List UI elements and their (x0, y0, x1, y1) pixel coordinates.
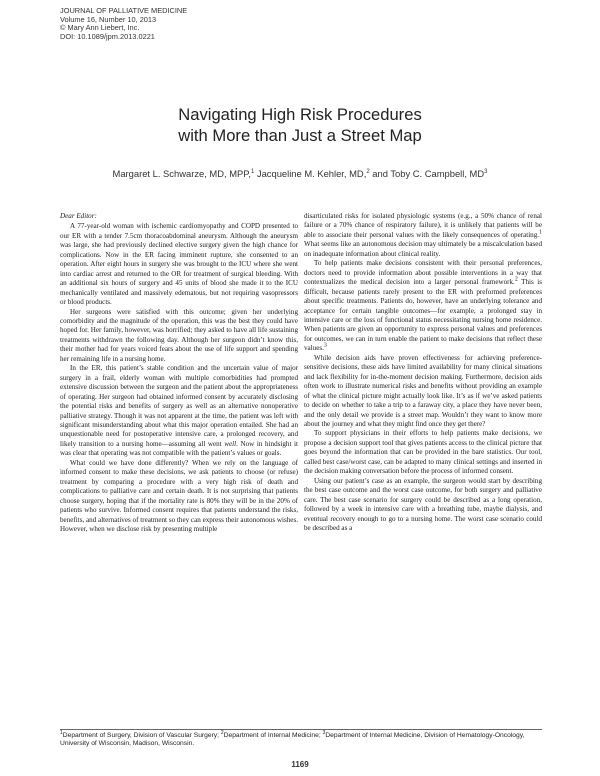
text-run: . Now in hindsight it was clear that operating was not compatible with the patient’s values or goals. (60, 439, 298, 458)
title-line-2: with More than Just a Street Map (178, 126, 422, 145)
salutation: Dear Editor: (60, 212, 97, 220)
paragraph: What could we have done differently? When we rely on the language of informed consent to make these decisions, we ask patients to choose (or refuse) treatment by comparing a procedure with a very high risk of death and complications to palliative care and certain death. It is not surprising that patients choose surgery, hoping that if the mortality rate is 80% they will be in the 20% of patients who survive. Informed consent requires that patients understand the risks, benefits, and alternatives of treatment so they can express their autonomous wishes. However, when we disclose risk by presenting multiple (60, 458, 298, 533)
left-column (60, 212, 298, 534)
author-2: Jacqueline M. Kehler, MD, (254, 168, 367, 179)
author-list (0, 168, 600, 179)
affiliation-marker: 1 (60, 729, 63, 736)
text-run: To help patients make decisions consistent with their personal preferences, doctors need to provide information about possible interventions in a way that contextualizes the medical decision into a larger personal framework. (304, 259, 542, 287)
right-column (304, 212, 542, 533)
page-number: 1169 (291, 760, 309, 769)
affiliation-text: Department of Internal Medicine; (223, 732, 323, 739)
affiliations-footnote (60, 729, 542, 749)
author-3-affiliation: 3 (484, 168, 488, 175)
doi-line: DOI: 10.1089/jpm.2013.0221 (60, 31, 155, 41)
author-1-affiliation: 1 (250, 168, 255, 175)
journal-name: JOURNAL OF PALLIATIVE MEDICINE (60, 6, 188, 15)
copyright-line: © Mary Ann Liebert, Inc. (60, 23, 140, 33)
affiliation-marker: 2 (220, 729, 224, 736)
title-line-1: Navigating High Risk Procedures (178, 105, 422, 124)
paragraph (304, 259, 542, 354)
paragraph: While decision aids have proven effectiveness for achieving preference-sensitive decisions, these aids have limited availability for many clinical situations and lack flexibility for in-the-moment decision making. Furthermore, decision aids often work to illustrate numerical risks and benefits without providing an example of what the clinical picture might actually look like. It’s as if we’ve asked patients to decide on whether to take a trip to a faraway city, a place they have never been, and the only detail we provide is a street map. Wouldn’t they want to know more about the journey and what they might find once they get there? (304, 353, 542, 428)
text-run: In the ER, this patient’s stable condition and the uncertain value of major surgery in a frail, elderly woman with multiple comorbidities had prompted extensive discussion between the surgeon and the patient about the appropriateness of operating. Her surgeon had obtained informed consent by accurately disclosing the potential risks and benefits of surgery as well as an alternative nonoperative palliative strategy. Though it was not apparent at the time, the patient was left with significant misunderstanding about what this major operation entailed. She had an unquestionable need for postoperative intensive care, a prolonged recovery, and likely transition to a nursing home—assuming all went (60, 364, 298, 448)
paragraph: Her surgeons were satisfied with this outcome; given her underlying comorbidity and the magnitude of the operation, this was the best they could have hoped for. Her family, however, was horrified; they asked to have all life sustaining treatments withdrawn the following day. Although her surgeon didn’t know this, their mother had for years voiced fears about the use of life support and spending her remaining life in a nursing home. (60, 307, 298, 363)
reference-marker: 3 (323, 342, 327, 349)
emphasis: well (224, 439, 237, 448)
paragraph (304, 212, 542, 259)
text-run: disarticulated risks for isolated physiologic systems (e.g., a 50% chance of renal failure or a 70% chance of respiratory failure), it is unlikely that patients will be able to associate their personal values with the likely consequences of operating. (304, 212, 542, 239)
reference-marker: 1 (539, 229, 542, 236)
article-title (0, 104, 600, 146)
affiliation-text: Department of Surgery, Division of Vascular Surgery; (62, 732, 221, 739)
text-run: This is difficult, because patients rarely present to the ER with preformed preferences about specific treatments. Patients do, however, have an underlying tolerance and acceptance for certain tangible outcomes—for example, a prolonged stay in intensive care or the loss of functional status necessitating nursing home residence. When patients are given an opportunity to express personal values and preferences for outcomes, we can in turn enable the patient to make decisions that reflect these values. (304, 278, 542, 353)
author-1: Margaret L. Schwarze, MD, MPP, (112, 168, 251, 179)
journal-header (60, 7, 187, 41)
footnote-divider (60, 729, 542, 730)
author-3: and Toby C. Campbell, MD (369, 168, 485, 179)
paragraph: A 77-year-old woman with ischemic cardiomyopathy and COPD presented to our ER with a tender 7.5cm thoracoabdominal aneurysm. Although the aneurysm was large, she had previously declined elective surgery given the high chance for complications. Now in the ER facing imminent rupture, she consented to an operation. After eight hours in surgery she was brought to the ICU where she went into cardiac arrest and returned to the OR for treatment of surgical bleeding. With an additional six hours of surgery and 45 units of blood she made it to the ICU mechanically ventilated and massively edematous, but not requiring vasopressors or blood products. (60, 222, 298, 307)
affiliation-text: Department of Internal Medicine, Division of Hematology-Oncology, University of Wisconsin, Madison, Wisconsin. (60, 732, 525, 748)
text-run: What seems like an autonomous decision may ultimately be a miscalculation based on inadequate information about clinical reality. (304, 240, 542, 258)
paragraph (60, 364, 298, 459)
author-2-affiliation: 2 (366, 168, 370, 175)
journal-volume: Volume 16, Number 10, 2013 (60, 14, 157, 24)
paragraph: To support physicians in their efforts to help patients make decisions, we propose a decision support tool that gives patients access to the clinical picture that goes beyond the information that can be provided in the bare statistics. Our tool, called best case/worst case, can be adapted to many clinical settings and inserted in the decision making conversation before the process of informed consent. (304, 429, 542, 476)
reference-marker: 2 (514, 276, 518, 283)
affiliation-marker: 3 (322, 729, 326, 736)
paragraph: Using our patient’s case as an example, the surgeon would start by describing the best case outcome and the worst case outcome, for both surgery and palliative care. The best case scenario for surgery could be described as a long operation, followed by a week in intensive care with a breathing tube, maybe dialysis, and eventual recovery enough to go to a nursing home. The worst case scenario could be described as a (304, 476, 542, 532)
